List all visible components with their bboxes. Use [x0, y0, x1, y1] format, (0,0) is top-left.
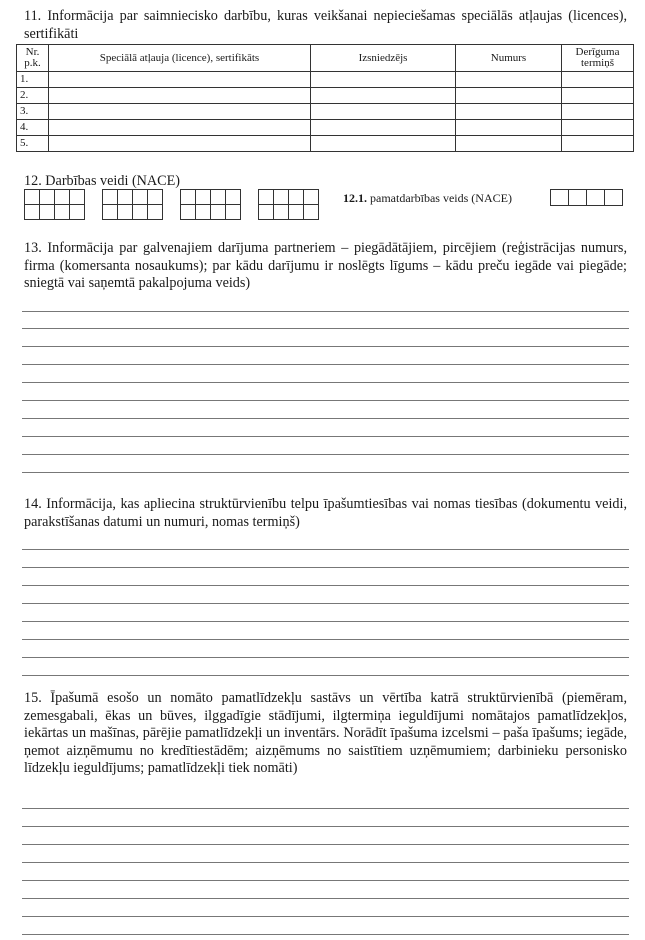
premises-write-line[interactable]: [22, 657, 629, 658]
assets-write-line[interactable]: [22, 916, 629, 917]
issuer-cell[interactable]: [311, 120, 456, 136]
partners-write-line[interactable]: [22, 382, 629, 383]
permit-cell[interactable]: [49, 88, 311, 104]
permits-table: [16, 44, 634, 152]
permit-cell[interactable]: [49, 120, 311, 136]
validity-cell[interactable]: [562, 120, 634, 136]
table-row: [17, 104, 634, 120]
partners-write-line[interactable]: [22, 472, 629, 473]
assets-write-line[interactable]: [22, 880, 629, 881]
section-12-title: 12. Darbības veidi (NACE): [24, 173, 181, 189]
partners-write-line[interactable]: [22, 454, 629, 455]
col-header-number-field: Numurs: [456, 45, 562, 72]
section-14-text: 14. Informācija, kas apliecina struktūrvienību telpu īpašumtiesības vai nomas tiesības (dokumentu veidi, parakstīšanas datumi un numuri, nomas termiņš): [24, 496, 627, 530]
assets-write-line[interactable]: [22, 808, 629, 809]
issuer-cell[interactable]: [311, 72, 456, 88]
partners-write-line[interactable]: [22, 346, 629, 347]
section-11-title: 11. Informācija par saimniecisko darbību, kuras veikšanai nepieciešamas speciālās atļaujas (licences), sertifikāti: [24, 8, 627, 42]
nace-code-boxes-1[interactable]: [24, 189, 85, 220]
partners-write-line[interactable]: [22, 418, 629, 419]
number-cell[interactable]: [456, 120, 562, 136]
section-15-text: 15. Īpašumā esošo un nomāto pamatlīdzekļu sastāvs un vērtība katrā struktūrvienībā (piemēram, zemesgabali, ēkas un būves, ilggadīgie stādījumi, ilgtermiņa ieguldījumi nomātajos pamatlīdzekļos, iekārtas un mašīnas, pārējie pamatlīdzekļi un inventārs. Norādīt īpašuma izcelsmi – paša īpašums; iegāde, ņemot aizņēmumu no kredītiestādēm; aizņēmums no saistītiem uzņēmumiem; darbinieku personisko līdzekļu ieguldījums; pamatlīdzekļi tiek nomāti): [24, 690, 627, 776]
main-activity-number: 12.1.: [343, 191, 367, 205]
col-header-issuer: Izsniedzējs: [311, 45, 456, 72]
partners-write-line[interactable]: [22, 436, 629, 437]
row-number: 2.: [17, 88, 49, 104]
partners-write-line[interactable]: [22, 311, 629, 312]
number-cell[interactable]: [456, 136, 562, 152]
number-cell[interactable]: [456, 104, 562, 120]
validity-cell[interactable]: [562, 72, 634, 88]
assets-write-line[interactable]: [22, 898, 629, 899]
permit-cell[interactable]: [49, 104, 311, 120]
partners-write-line[interactable]: [22, 400, 629, 401]
nace-code-boxes-4[interactable]: [258, 189, 319, 220]
assets-write-line[interactable]: [22, 826, 629, 827]
main-activity-text: pamatdarbības veids (NACE): [367, 191, 512, 205]
assets-write-line[interactable]: [22, 934, 629, 935]
partners-write-line[interactable]: [22, 364, 629, 365]
premises-write-line[interactable]: [22, 675, 629, 676]
premises-write-line[interactable]: [22, 585, 629, 586]
table-row: [17, 88, 634, 104]
assets-write-line[interactable]: [22, 844, 629, 845]
row-number: 5.: [17, 136, 49, 152]
permit-cell[interactable]: [49, 72, 311, 88]
permit-cell[interactable]: [49, 136, 311, 152]
validity-cell[interactable]: [562, 104, 634, 120]
issuer-cell[interactable]: [311, 136, 456, 152]
assets-write-line[interactable]: [22, 862, 629, 863]
premises-write-line[interactable]: [22, 639, 629, 640]
premises-write-line[interactable]: [22, 567, 629, 568]
number-cell[interactable]: [456, 88, 562, 104]
partners-write-line[interactable]: [22, 328, 629, 329]
col-header-permit: Speciālā atļauja (licence), sertifikāts: [49, 45, 311, 72]
issuer-cell[interactable]: [311, 104, 456, 120]
number-cell[interactable]: [456, 72, 562, 88]
nace-code-boxes-2[interactable]: [102, 189, 163, 220]
col-header-validity: Derīguma termiņš: [562, 45, 634, 72]
premises-write-line[interactable]: [22, 549, 629, 550]
table-row: [17, 136, 634, 152]
permits-table-header: [17, 45, 634, 72]
row-number: 4.: [17, 120, 49, 136]
row-number: 1.: [17, 72, 49, 88]
issuer-cell[interactable]: [311, 88, 456, 104]
main-activity-label: [343, 191, 512, 206]
premises-write-line[interactable]: [22, 603, 629, 604]
col-header-number: Nr. p.k.: [17, 45, 49, 72]
row-number: 3.: [17, 104, 49, 120]
table-row: [17, 120, 634, 136]
section-13-text: 13. Informācija par galvenajiem darījuma partneriem – piegādātājiem, pircējiem (reģistrācijas numurs, firma (komersanta nosaukums); par kādu darījumu ir noslēgts līgums – kādu preču iegāde vai piegāde; sniegtā vai saņemtā pakalpojuma veids): [24, 240, 627, 291]
validity-cell[interactable]: [562, 136, 634, 152]
premises-write-line[interactable]: [22, 621, 629, 622]
main-activity-boxes[interactable]: [550, 189, 623, 206]
validity-cell[interactable]: [562, 88, 634, 104]
table-row: [17, 72, 634, 88]
nace-code-boxes-3[interactable]: [180, 189, 241, 220]
